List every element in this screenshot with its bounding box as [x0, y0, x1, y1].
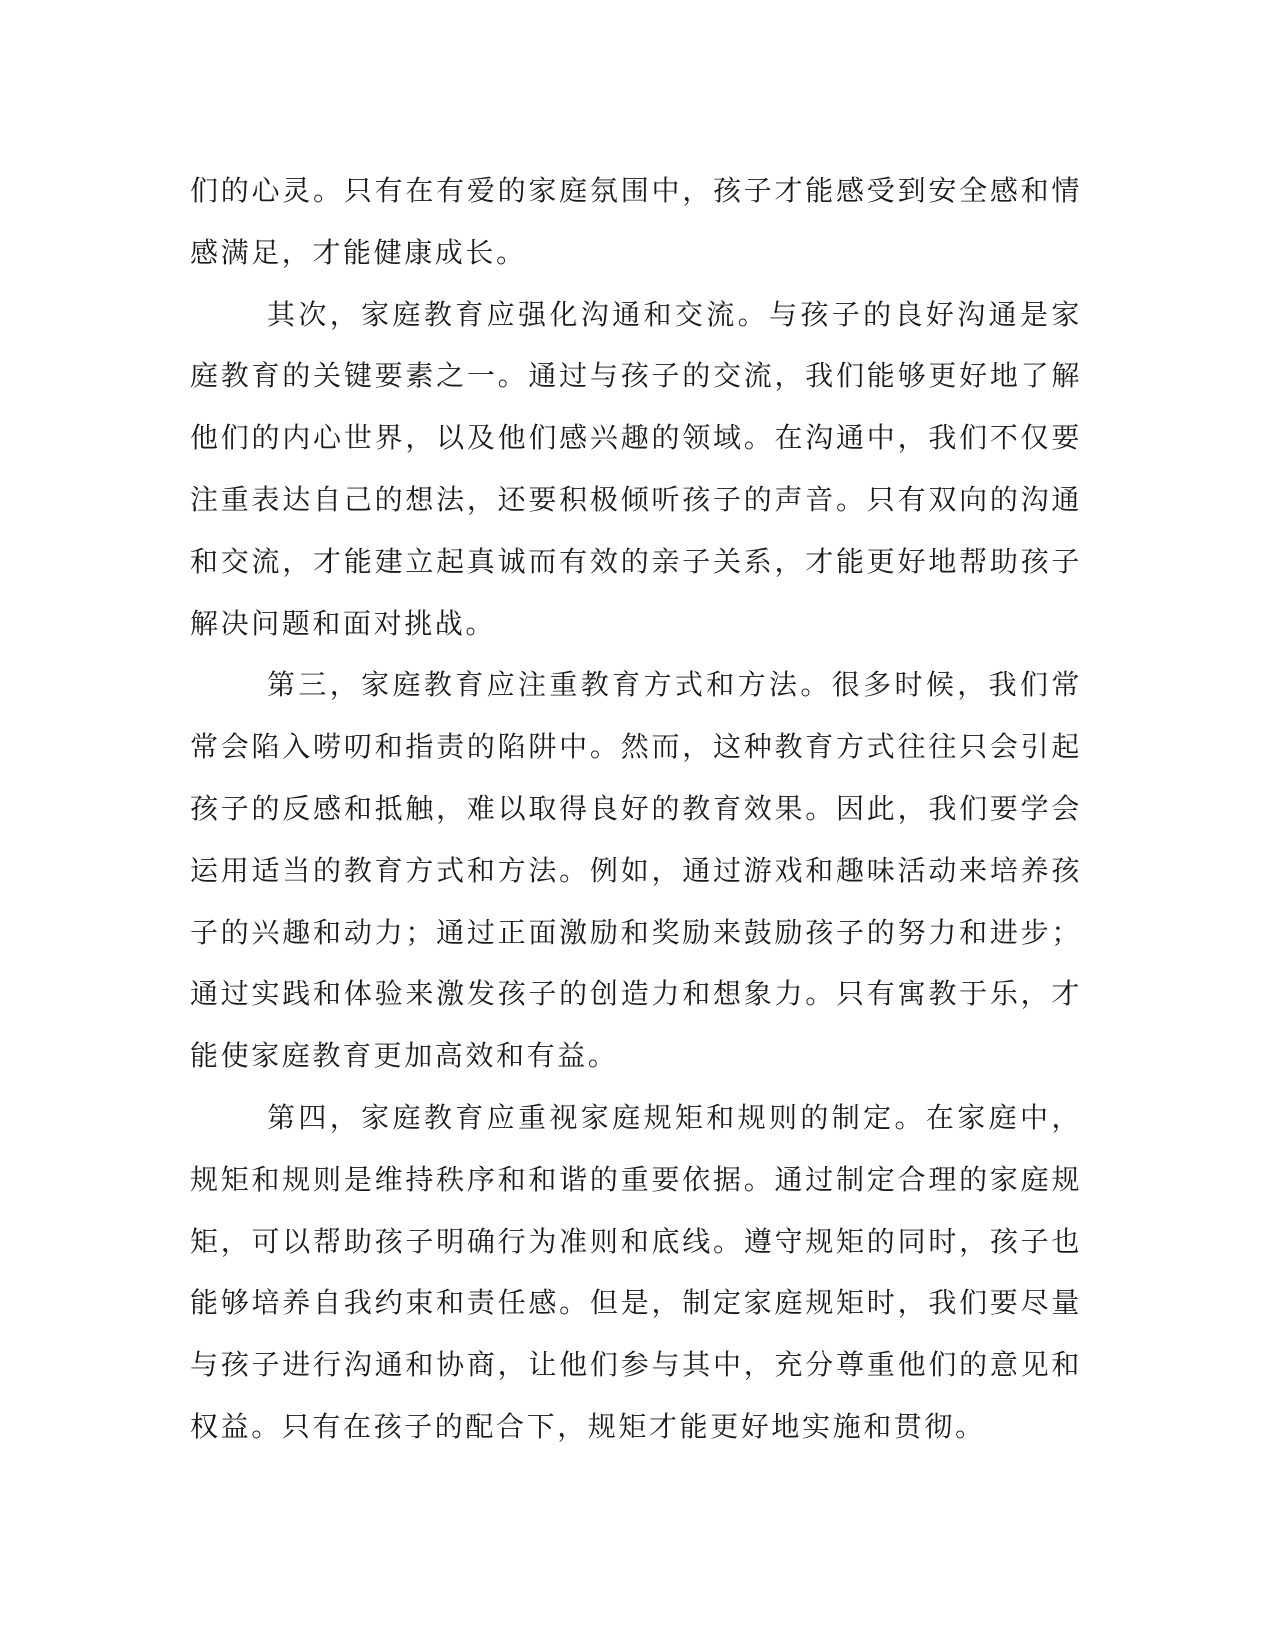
paragraph-family-rules: 第四，家庭教育应重视家庭规矩和规则的制定。在家庭中，规矩和规则是维持秩序和和谐的重要依据。通过制定合理的家庭规矩，可以帮助孩子明确行为准则和底线。遵守规矩的同时，孩子也能够培养自我约束和责任感。但是，制定家庭规矩时，我们要尽量与孩子进行沟通和协商，让他们参与其中，充分尊重他们的意见和权益。只有在孩子的配合下，规矩才能更好地实施和贯彻。 — [190, 1100, 1082, 1443]
paragraph-continuation: 们的心灵。只有在有爱的家庭氛围中，孩子才能感受到安全感和情感满足，才能健康成长。 — [190, 174, 1082, 269]
paragraph-communication: 其次，家庭教育应强化沟通和交流。与孩子的良好沟通是家庭教育的关键要素之一。通过与孩子的交流，我们能够更好地了解他们的内心世界，以及他们感兴趣的领域。在沟通中，我们不仅要注重表达自己的想法，还要积极倾听孩子的声音。只有双向的沟通和交流，才能建立起真诚而有效的亲子关系，才能更好地帮助孩子解决问题和面对挑战。 — [190, 297, 1082, 640]
paragraph-education-methods: 第三，家庭教育应注重教育方式和方法。很多时候，我们常常会陷入唠叨和指责的陷阱中。然而，这种教育方式往往只会引起孩子的反感和抵触，难以取得良好的教育效果。因此，我们要学会运用适当的教育方式和方法。例如，通过游戏和趣味活动来培养孩子的兴趣和动力；通过正面激励和奖励来鼓励孩子的努力和进步；通过实践和体验来激发孩子的创造力和想象力。只有寓教于乐，才能使家庭教育更加高效和有益。 — [190, 668, 1082, 1073]
document-body — [190, 160, 1082, 1458]
